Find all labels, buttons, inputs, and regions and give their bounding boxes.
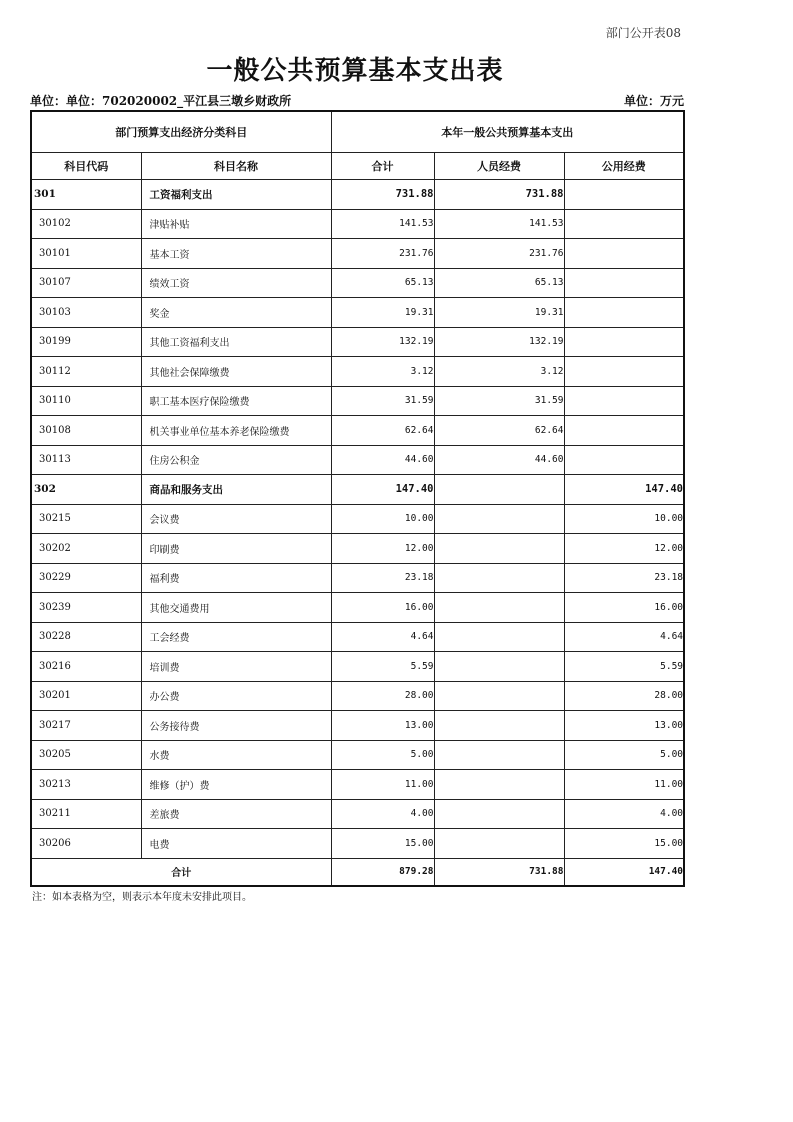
- row-code: 30216: [31, 652, 141, 682]
- table-body: [31, 180, 684, 859]
- row-total: 19.31: [331, 298, 434, 328]
- header-personnel: 人员经费: [434, 153, 564, 180]
- budget-table: [30, 110, 685, 887]
- table-row: [31, 829, 684, 859]
- row-total: 23.18: [331, 563, 434, 593]
- table-row: [31, 652, 684, 682]
- row-code: 30213: [31, 770, 141, 800]
- table-row: [31, 534, 684, 564]
- table-row: [31, 593, 684, 623]
- row-personnel: 62.64: [434, 416, 564, 446]
- row-code: 30201: [31, 681, 141, 711]
- row-code: 30103: [31, 298, 141, 328]
- header-name: 科目名称: [141, 153, 331, 180]
- row-public: 4.64: [564, 622, 684, 652]
- row-public: 10.00: [564, 504, 684, 534]
- row-code: 30211: [31, 799, 141, 829]
- row-name: 绩效工资: [141, 268, 331, 298]
- row-name: 其他工资福利支出: [141, 327, 331, 357]
- row-name: 电费: [141, 829, 331, 859]
- row-code: 301: [31, 180, 141, 210]
- row-name: 工资福利支出: [141, 180, 331, 210]
- row-public: [564, 416, 684, 446]
- table-row: [31, 799, 684, 829]
- row-personnel: [434, 622, 564, 652]
- row-total: 44.60: [331, 445, 434, 475]
- row-total: 141.53: [331, 209, 434, 239]
- table-row: [31, 711, 684, 741]
- row-personnel: [434, 504, 564, 534]
- row-total: 31.59: [331, 386, 434, 416]
- row-total: 4.64: [331, 622, 434, 652]
- row-personnel: 731.88: [434, 180, 564, 210]
- currency-unit: 单位：万元: [624, 94, 685, 108]
- row-name: 维修（护）费: [141, 770, 331, 800]
- row-public: [564, 209, 684, 239]
- row-personnel: 231.76: [434, 239, 564, 269]
- row-personnel: 19.31: [434, 298, 564, 328]
- row-total: 5.00: [331, 740, 434, 770]
- row-total: 28.00: [331, 681, 434, 711]
- row-name: 基本工资: [141, 239, 331, 269]
- row-code: 30110: [31, 386, 141, 416]
- totals-personnel: 731.88: [434, 858, 564, 886]
- header-group-expenditure: 本年一般公共预算基本支出: [331, 111, 684, 153]
- table-row: [31, 622, 684, 652]
- totals-row: [31, 858, 684, 886]
- row-name: 工会经费: [141, 622, 331, 652]
- row-total: 147.40: [331, 475, 434, 505]
- row-total: 231.76: [331, 239, 434, 269]
- row-public: [564, 268, 684, 298]
- row-personnel: 44.60: [434, 445, 564, 475]
- row-personnel: [434, 475, 564, 505]
- table-row: [31, 504, 684, 534]
- table-row: [31, 445, 684, 475]
- row-total: 10.00: [331, 504, 434, 534]
- row-total: 731.88: [331, 180, 434, 210]
- row-code: 30215: [31, 504, 141, 534]
- row-code: 30228: [31, 622, 141, 652]
- row-name: 津贴补贴: [141, 209, 331, 239]
- row-code: 30229: [31, 563, 141, 593]
- table-row: [31, 327, 684, 357]
- table-row: [31, 563, 684, 593]
- row-name: 办公费: [141, 681, 331, 711]
- row-name: 住房公积金: [141, 445, 331, 475]
- row-public: [564, 327, 684, 357]
- row-total: 65.13: [331, 268, 434, 298]
- row-personnel: [434, 829, 564, 859]
- row-personnel: [434, 799, 564, 829]
- row-name: 公务接待费: [141, 711, 331, 741]
- row-public: 23.18: [564, 563, 684, 593]
- row-code: 30102: [31, 209, 141, 239]
- table-row: [31, 740, 684, 770]
- page-title: 一般公共预算基本支出表: [206, 56, 504, 86]
- row-personnel: [434, 740, 564, 770]
- table-row: [31, 386, 684, 416]
- table-row: [31, 209, 684, 239]
- totals-total: 879.28: [331, 858, 434, 886]
- table-row: [31, 416, 684, 446]
- row-code: 30112: [31, 357, 141, 387]
- row-code: 30205: [31, 740, 141, 770]
- table-row: [31, 770, 684, 800]
- row-code: 30199: [31, 327, 141, 357]
- row-personnel: 31.59: [434, 386, 564, 416]
- row-name: 奖金: [141, 298, 331, 328]
- table-row: [31, 239, 684, 269]
- row-personnel: 141.53: [434, 209, 564, 239]
- row-total: 132.19: [331, 327, 434, 357]
- row-personnel: 132.19: [434, 327, 564, 357]
- table-row: [31, 268, 684, 298]
- row-public: [564, 357, 684, 387]
- row-public: 5.59: [564, 652, 684, 682]
- row-code: 30113: [31, 445, 141, 475]
- row-public: 16.00: [564, 593, 684, 623]
- row-code: 30217: [31, 711, 141, 741]
- row-code: 30108: [31, 416, 141, 446]
- row-total: 13.00: [331, 711, 434, 741]
- row-public: 4.00: [564, 799, 684, 829]
- row-public: [564, 445, 684, 475]
- row-personnel: 3.12: [434, 357, 564, 387]
- row-name: 会议费: [141, 504, 331, 534]
- row-name: 差旅费: [141, 799, 331, 829]
- header-total: 合计: [331, 153, 434, 180]
- row-code: 30239: [31, 593, 141, 623]
- row-public: 15.00: [564, 829, 684, 859]
- table-row: [31, 357, 684, 387]
- document-code: 部门公开表08: [605, 26, 681, 40]
- footnote: 注：如本表格为空，则表示本年度未安排此项目。: [32, 892, 252, 903]
- header-public: 公用经费: [564, 153, 684, 180]
- row-public: 11.00: [564, 770, 684, 800]
- header-group-classification: 部门预算支出经济分类科目: [31, 111, 331, 153]
- row-total: 11.00: [331, 770, 434, 800]
- table-row: [31, 298, 684, 328]
- row-public: [564, 298, 684, 328]
- row-total: 16.00: [331, 593, 434, 623]
- row-total: 12.00: [331, 534, 434, 564]
- row-personnel: 65.13: [434, 268, 564, 298]
- row-public: [564, 386, 684, 416]
- totals-public: 147.40: [564, 858, 684, 886]
- row-name: 其他社会保障缴费: [141, 357, 331, 387]
- row-name: 其他交通费用: [141, 593, 331, 623]
- category-row: [31, 475, 684, 505]
- row-name: 福利费: [141, 563, 331, 593]
- row-total: 15.00: [331, 829, 434, 859]
- row-name: 水费: [141, 740, 331, 770]
- row-total: 4.00: [331, 799, 434, 829]
- row-public: [564, 180, 684, 210]
- row-personnel: [434, 711, 564, 741]
- totals-label: 合计: [31, 858, 331, 886]
- row-personnel: [434, 770, 564, 800]
- row-public: 5.00: [564, 740, 684, 770]
- row-public: 147.40: [564, 475, 684, 505]
- row-personnel: [434, 681, 564, 711]
- row-code: 30202: [31, 534, 141, 564]
- row-total: 62.64: [331, 416, 434, 446]
- header-group-row: [31, 111, 684, 153]
- row-personnel: [434, 593, 564, 623]
- row-personnel: [434, 534, 564, 564]
- row-code: 302: [31, 475, 141, 505]
- row-name: 商品和服务支出: [141, 475, 331, 505]
- unit-info: 单位：单位：702020002_平江县三墩乡财政所: [30, 94, 292, 108]
- row-name: 培训费: [141, 652, 331, 682]
- row-code: 30101: [31, 239, 141, 269]
- row-public: 13.00: [564, 711, 684, 741]
- row-name: 机关事业单位基本养老保险缴费: [141, 416, 331, 446]
- row-personnel: [434, 652, 564, 682]
- row-code: 30107: [31, 268, 141, 298]
- row-total: 3.12: [331, 357, 434, 387]
- header-code: 科目代码: [31, 153, 141, 180]
- row-public: 12.00: [564, 534, 684, 564]
- row-total: 5.59: [331, 652, 434, 682]
- row-name: 印刷费: [141, 534, 331, 564]
- table-row: [31, 681, 684, 711]
- row-public: 28.00: [564, 681, 684, 711]
- row-code: 30206: [31, 829, 141, 859]
- row-public: [564, 239, 684, 269]
- category-row: [31, 180, 684, 210]
- row-personnel: [434, 563, 564, 593]
- row-name: 职工基本医疗保险缴费: [141, 386, 331, 416]
- header-column-row: [31, 153, 684, 180]
